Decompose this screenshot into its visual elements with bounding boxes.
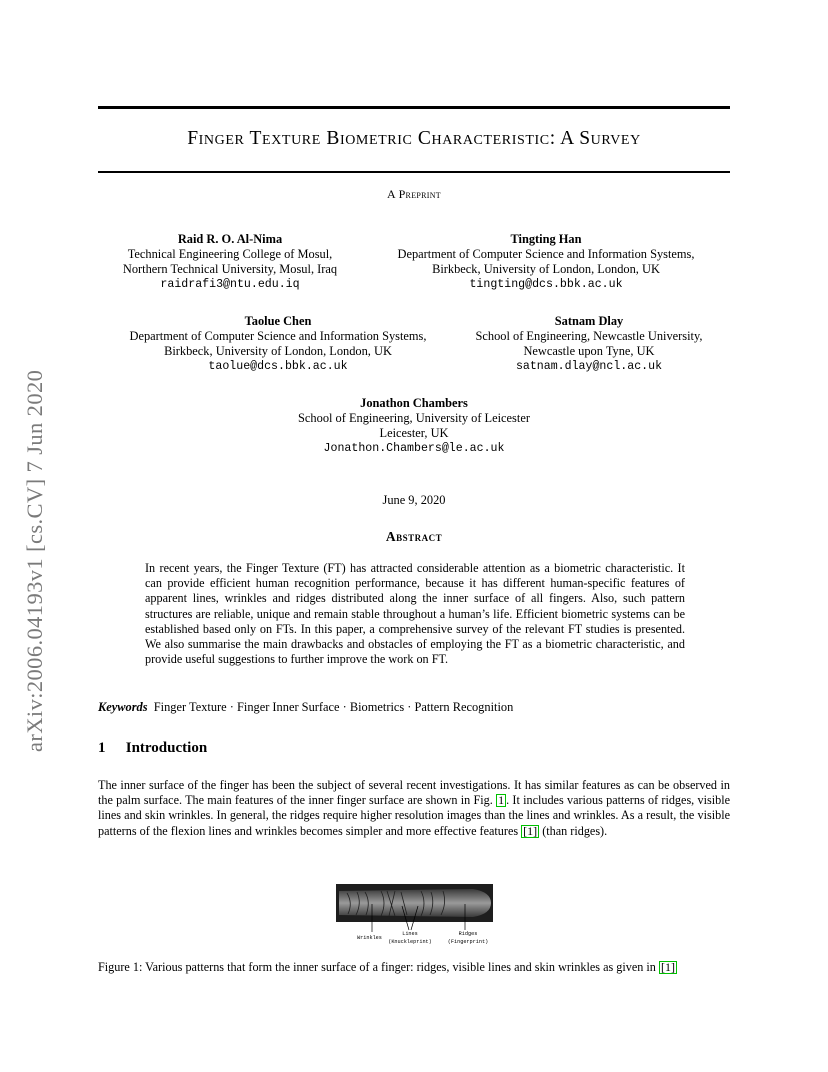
figure-reference-link[interactable]: 1 [498,793,505,808]
author-name: Raid R. O. Al-Nima [177,232,283,246]
intro-text-part: The inner surface of the finger has been the subject of several recent investigations. It has similar features as can be observed in the palm surface. The main features of the inner finger surface are shown in Fig. [98,778,730,808]
author-block [100,232,360,292]
author-affiliation: Birkbeck, University of London, London, UK [164,344,392,358]
author-name: Tingting Han [510,232,582,246]
author-affiliation: Northern Technical University, Mosul, Iraq [122,262,338,276]
section-title: Introduction [125,740,208,756]
author-email[interactable]: satnam.dlay@ncl.ac.uk [515,360,663,373]
intro-paragraph [98,778,730,839]
label-ridges: Ridges [458,931,478,937]
citation-link[interactable]: [1] [523,823,538,838]
author-block [264,396,564,456]
author-email[interactable]: tingting@dcs.bbk.ac.uk [469,278,623,291]
publication-date: June 9, 2020 [382,493,446,507]
paper-title: Finger Texture Biometric Characteristic: A Survey [187,128,641,149]
author-name: Taolue Chen [244,314,312,328]
abstract-heading: Abstract [385,529,443,544]
author-name: Jonathon Chambers [360,396,468,410]
author-affiliation: Department of Computer Science and Information Systems, [129,329,427,343]
title-bottom-rule [98,171,730,173]
author-affiliation: School of Engineering, University of Leicester [298,411,530,425]
keywords-line [98,700,513,715]
author-name: Satnam Dlay [554,314,624,328]
author-email[interactable]: Jonathon.Chambers@le.ac.uk [323,442,505,455]
figure-caption [98,960,738,975]
section-number: 1 [98,740,106,756]
keywords-text: Finger Texture · Finger Inner Surface · Biometrics · Pattern Recognition [153,700,514,714]
section-heading [98,740,207,757]
author-email[interactable]: raidrafi3@ntu.edu.iq [160,278,300,291]
intro-text-part: . It includes various patterns of ridges, visible lines and skin wrinkles. In general, the ridges require higher resolution images than the lines and wrinkles. As a result, the visible patterns of the flexion lines and wrinkles becomes simpler and more effective features [98,793,730,838]
author-affiliation: Newcastle upon Tyne, UK [523,344,655,358]
title-top-rule [98,106,730,109]
keywords-label: Keywords [98,700,148,714]
abstract-text: In recent years, the Finger Texture (FT) has attracted considerable attention as a biometric characteristic. It can provide efficient human recognition performance, because it has different human-specific features of apparent lines, wrinkles and ridges distributed along the inner surface of all fingers. Also, such pattern structures are reliable, unique and remain stable throughout a human’s life. Efficient biometric systems can be established based only on FTs. In this paper, a comprehensive survey of the relevant FT studies is presented. We also summarise the main drawbacks and obstacles of employing the FT as a biometric characteristic, and provide useful suggestions to further improve the work on FT. [145,561,685,667]
preprint-label: A Preprint [386,187,441,201]
author-block [376,232,716,292]
author-affiliation: Leicester, UK [379,426,449,440]
author-block [458,314,720,374]
author-affiliation: Birkbeck, University of London, London, UK [432,262,660,276]
finger-surface-figure [335,880,495,948]
caption-text: Figure 1: Various patterns that form the inner surface of a finger: ridges, visible lines and skin wrinkles as given in [98,960,659,974]
author-affiliation: Department of Computer Science and Information Systems, [397,247,695,261]
caption-citation-link[interactable]: [1] [660,960,675,974]
label-lines: Lines [402,931,418,937]
label-wrinkles: Wrinkles [357,935,382,941]
author-block [108,314,448,374]
finger-shape [339,889,491,917]
label-ridges-sub: (Fingerprint) [447,939,489,945]
author-email[interactable]: taolue@dcs.bbk.ac.uk [208,360,348,373]
intro-text-part: (than ridges). [539,823,608,838]
label-lines-sub: (Knuckleprint) [388,939,432,945]
author-affiliation: School of Engineering, Newcastle University, [475,329,703,343]
author-affiliation: Technical Engineering College of Mosul, [127,247,333,261]
arxiv-identifier[interactable]: arXiv:2006.04193v1 [cs.CV] 7 Jun 2020 [22,369,47,752]
